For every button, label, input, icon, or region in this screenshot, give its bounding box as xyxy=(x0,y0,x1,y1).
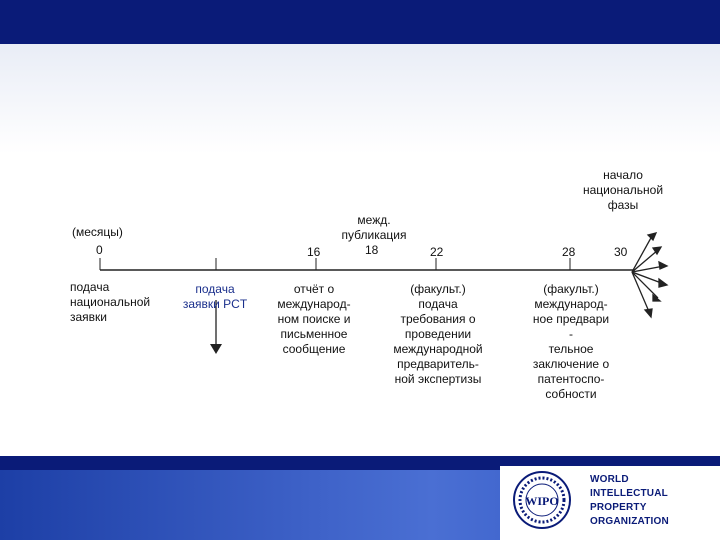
org-name-line-2: INTELLECTUAL xyxy=(590,488,668,499)
tick-label-28: 28 xyxy=(562,245,576,259)
publication-label: межд. публикация xyxy=(341,213,407,242)
event-national-filing: подача национальной заявки xyxy=(70,280,151,324)
tick-label-22: 22 xyxy=(430,245,444,259)
org-name-line-1: WORLD xyxy=(590,474,629,485)
event-iper: (факульт.) международ- ное предвари - тельное заключение о патентоспо- собности xyxy=(532,282,610,401)
emblem-text: WIPO xyxy=(525,494,559,508)
org-name-line-4: ORGANIZATION xyxy=(590,516,669,527)
pct-down-arrow-head xyxy=(210,344,222,354)
event-demand: (факульт.) подача требования о проведении международной предваритель- ной экспертизы xyxy=(393,282,483,386)
tick-label-30: 30 xyxy=(614,245,628,259)
tick-label-16: 16 xyxy=(307,245,321,259)
org-name-line-3: PROPERTY xyxy=(590,502,647,513)
event-pct-filing: подача заявки PCT xyxy=(182,282,248,311)
national-phase-arrows xyxy=(632,233,667,317)
national-phase-label: начало национальной фазы xyxy=(582,168,664,212)
wipo-emblem-icon xyxy=(512,470,572,530)
event-search-report: отчёт о международ- ном поиске и письменное сообщение xyxy=(277,282,351,356)
tick-label-0: 0 xyxy=(96,243,103,257)
tick-label-18: 18 xyxy=(365,243,379,257)
unit-label: (месяцы) xyxy=(72,225,123,239)
